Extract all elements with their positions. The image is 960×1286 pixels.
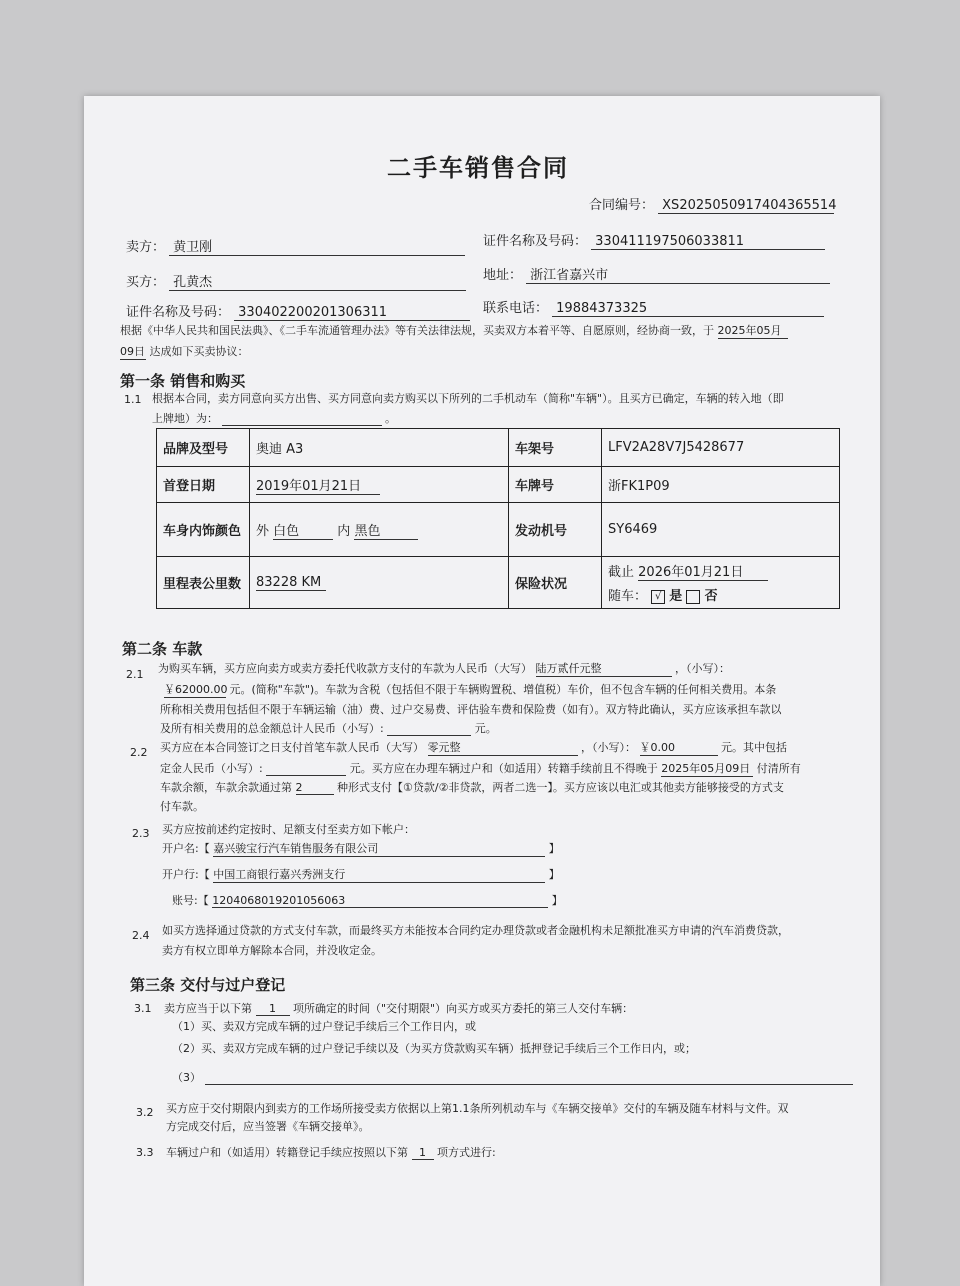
- p22-text-g: 车款余额，车款余款通过第: [160, 781, 292, 794]
- p23-text-a: 买方应按前述约定按时、足额支付至卖方如下帐户：: [162, 823, 415, 836]
- p32-text-b: 方完成交付后，应当签署《车辆交接单》。: [166, 1120, 370, 1133]
- acct-name-value: 嘉兴骏宝行汽车销售服务有限公司: [213, 840, 545, 857]
- acct-name-label: 开户名:【: [162, 842, 210, 855]
- s1-num: 1.1: [124, 393, 142, 406]
- p31-option-3: [172, 1069, 853, 1085]
- address-label: 地址：: [483, 268, 523, 283]
- ins-yes-label: 是: [669, 589, 683, 604]
- ins-no-checkbox[interactable]: [686, 590, 700, 604]
- p22-line-1: [160, 739, 787, 756]
- p21-amount-cn: 陆万贰仟元整: [536, 660, 672, 677]
- p33-line: [166, 1144, 496, 1160]
- mileage-cell: [250, 557, 509, 609]
- contract-no-value: XS2025050917404365514: [658, 198, 834, 214]
- p31-option-3-label: （3）: [172, 1071, 201, 1084]
- document-title: 二手车销售合同: [387, 154, 569, 182]
- color-out-value: 白色: [273, 520, 333, 540]
- p21-text-a: 为购买车辆，买方应向卖方或卖方委托代收款方支付的车款为人民币（大写）: [158, 662, 532, 675]
- p33-num: 3.3: [136, 1146, 154, 1159]
- p31-option-1: （1）买、卖双方完成车辆的过户登记手续后三个工作日内，或: [172, 1020, 476, 1033]
- acct-bank-label: 开户行:【: [162, 868, 210, 881]
- s1-destination-blank: [222, 412, 382, 426]
- plate-value: 浙FK1P09: [602, 467, 840, 503]
- reg-value: 2019年01月21日: [256, 475, 380, 495]
- brand-label: 品牌及型号: [157, 429, 250, 467]
- address-value: 浙江省嘉兴市: [526, 264, 830, 284]
- intro-text-2: 达成如下买卖协议：: [149, 345, 249, 358]
- mileage-value: 83228 KM: [256, 575, 326, 591]
- p24-num: 2.4: [132, 929, 150, 942]
- p31-option-2: （2）买、卖双方完成车辆的过户登记手续以及（为买方贷款购买车辆）抵押登记手续后三个工作日内，或；: [172, 1042, 696, 1055]
- ins-no-label: 否: [704, 589, 718, 604]
- p24-text-b: 卖方有权立即单方解除本合同，并没收定金。: [162, 944, 382, 957]
- ins-until-value: 2026年01月21日: [638, 561, 768, 581]
- color-cell: [250, 503, 509, 557]
- brand-value: 奥迪 A3: [250, 429, 509, 467]
- p22-cn: 零元整: [428, 739, 578, 756]
- p22-text-h: 种形式支付【①贷款/②非贷款，两者二选一】。买方应该以电汇或其他卖方能够接受的方式支: [337, 781, 784, 794]
- intro-line-1: [120, 322, 788, 339]
- table-row: [157, 429, 840, 467]
- buyer-label: 买方：: [126, 275, 166, 290]
- intro-text-1: 根据《中华人民共和国民法典》、《二手车流通管理办法》等有关法律法规，买卖双方本着平等、自愿原则，经协商一致，于: [120, 324, 714, 337]
- color-label: 车身内饰颜色: [157, 503, 250, 557]
- mileage-label: 里程表公里数: [157, 557, 250, 609]
- p23-num: 2.3: [132, 827, 150, 840]
- p22-text-a: 买方应在本合同签订之日支付首笔车款人民币（大写）: [160, 741, 424, 754]
- p22-text-b: ，（小写）：: [581, 741, 636, 754]
- engine-label: 发动机号: [509, 503, 602, 557]
- p21-text-d: 所称相关费用包括但不限于车辆运输（油）费、过户交易费、评估验车费和保险费（如有）。双方特此确认，买方应该承担车款以: [160, 703, 782, 716]
- phone-value: 19884373325: [552, 301, 824, 317]
- p32-text-a: 买方应于交付期限内到卖方的工作场所接受卖方依据以上第1.1条所列机动车与《车辆交接单》交付的车辆及随车材料与文件。双: [166, 1102, 789, 1115]
- color-in-value: 黑色: [354, 520, 418, 540]
- p21-text-f: 元。: [474, 722, 497, 735]
- p22-num: 2.2: [130, 746, 148, 759]
- contract-no-row: [589, 194, 837, 214]
- acct-no-bracket: 】: [551, 894, 563, 907]
- acct-name-row: [162, 840, 560, 857]
- p22-text-f: 付清所有: [756, 762, 801, 775]
- p31-option-3-blank: [205, 1071, 853, 1085]
- p31-item: 1: [256, 1002, 290, 1016]
- s1-line-2: [152, 410, 396, 426]
- table-row: [157, 557, 840, 609]
- seller-value: 黄卫刚: [169, 236, 465, 256]
- p22-text-i: 付车款。: [160, 800, 204, 813]
- p32-num: 3.2: [136, 1106, 154, 1119]
- engine-value: SY6469: [602, 503, 840, 557]
- buyer-value: 孔黄杰: [169, 271, 466, 291]
- p31-text-a: 卖方应当于以下第: [164, 1002, 252, 1015]
- s1-text-1: 根据本合同，卖方同意向买方出售、买方同意向卖方购买以下所列的二手机动车（简称"车辆"）。且买方已确定，车辆的转入地（即: [152, 392, 784, 405]
- acct-no-value: 1204068019201056063: [212, 894, 548, 908]
- acct-bank-bracket: 】: [548, 868, 560, 881]
- p22-line-2: [160, 760, 801, 777]
- insurance-cell: [602, 557, 840, 609]
- section-1-heading: 第一条 销售和购买: [120, 372, 246, 390]
- table-row: [157, 467, 840, 503]
- plate-label: 车牌号: [509, 467, 602, 503]
- section-3-heading: 第三条 交付与过户登记: [130, 976, 286, 994]
- buyer-row: [126, 271, 466, 291]
- p21-text-b: ，（小写）：: [675, 662, 730, 675]
- p33-item: 1: [412, 1146, 434, 1160]
- p33-text-a: 车辆过户和（如适用）转籍登记手续应按照以下第: [166, 1146, 408, 1159]
- vin-label: 车架号: [509, 429, 602, 467]
- buyer-id-row: [126, 301, 470, 321]
- intro-date-1: 2025年05月: [718, 322, 788, 339]
- color-in-label: 内: [337, 523, 351, 539]
- s1-text-2: 上牌地）为：: [152, 412, 218, 425]
- acct-bank-row: [162, 866, 560, 883]
- insurance-until-row: [608, 561, 833, 581]
- p22-line-3: [160, 779, 784, 795]
- section-2-heading: 第二条 车款: [122, 640, 203, 658]
- ins-yes-checkbox[interactable]: √: [651, 590, 665, 604]
- seller-id-value: 330411197506033811: [591, 234, 825, 250]
- s1-text-3: 。: [385, 412, 396, 425]
- p22-text-d: 定金人民币（小写）:: [160, 762, 263, 775]
- seller-label: 卖方：: [126, 240, 166, 255]
- p22-date: 2025年05月09日: [661, 760, 753, 777]
- reg-label: 首登日期: [157, 467, 250, 503]
- p33-text-b: 项方式进行:: [437, 1146, 496, 1159]
- table-row: [157, 503, 840, 557]
- contract-no-label: 合同编号：: [589, 198, 655, 213]
- acct-name-bracket: 】: [548, 842, 560, 855]
- buyer-id-label: 证件名称及号码：: [126, 305, 231, 320]
- p21-line-4: [160, 720, 497, 736]
- p21-line-1: [158, 660, 730, 677]
- p22-method: 2: [296, 781, 334, 795]
- p31-line-1: [164, 1000, 633, 1016]
- p21-text-c: 元。(简称"车款")。车款为含税（包括但不限于车辆购置税、增值税）车价，但不包含车辆的任何相关费用。本条: [229, 683, 777, 696]
- p31-text-b: 项所确定的时间（"交付期限"）向买方或买方委托的第三人交付车辆：: [293, 1002, 634, 1015]
- p21-total-blank: [387, 722, 471, 736]
- insurance-with-row: [608, 585, 833, 604]
- acct-no-row: [172, 892, 563, 908]
- p22-text-c: 元。其中包括: [721, 741, 787, 754]
- p21-num: 2.1: [126, 668, 144, 681]
- contract-paper: [84, 96, 880, 1286]
- acct-no-label: 账号:【: [172, 894, 209, 907]
- intro-date-2: 09日: [120, 345, 145, 358]
- seller-row: [126, 236, 465, 256]
- p24-text-a: 如买方选择通过贷款的方式支付车款，而最终买方未能按本合同约定办理贷款或者金融机构未足额批准买方申请的汽车消费贷款，: [162, 924, 789, 937]
- reg-cell: [250, 467, 509, 503]
- phone-label: 联系电话：: [483, 301, 549, 316]
- p21-amount: ￥62000.00: [164, 683, 228, 696]
- address-row: [483, 264, 830, 284]
- buyer-id-value: 330402200201306311: [234, 305, 470, 321]
- p31-num: 3.1: [134, 1002, 152, 1015]
- p21-line-2: [164, 681, 776, 698]
- seller-id-label: 证件名称及号码：: [483, 234, 588, 249]
- insurance-label: 保险状况: [509, 557, 602, 609]
- vehicle-table: [156, 428, 840, 609]
- intro-line-2: [120, 343, 249, 360]
- color-out-label: 外: [256, 523, 270, 539]
- acct-bank-value: 中国工商银行嘉兴秀洲支行: [213, 866, 545, 883]
- ins-with-label: 随车：: [608, 589, 648, 604]
- p22-text-e: 元。买方应在办理车辆过户和（如适用）转籍手续前且不得晚于: [349, 762, 658, 775]
- phone-row: [483, 297, 824, 317]
- ins-until-label: 截止: [608, 565, 635, 580]
- p21-text-e: 及所有相关费用的总金额总计人民币（小写）:: [160, 722, 384, 735]
- p22-deposit-blank: [266, 762, 346, 776]
- seller-id-row: [483, 230, 825, 250]
- vin-value: LFV2A28V7J5428677: [602, 429, 840, 467]
- p22-amount: ￥0.00: [640, 739, 718, 756]
